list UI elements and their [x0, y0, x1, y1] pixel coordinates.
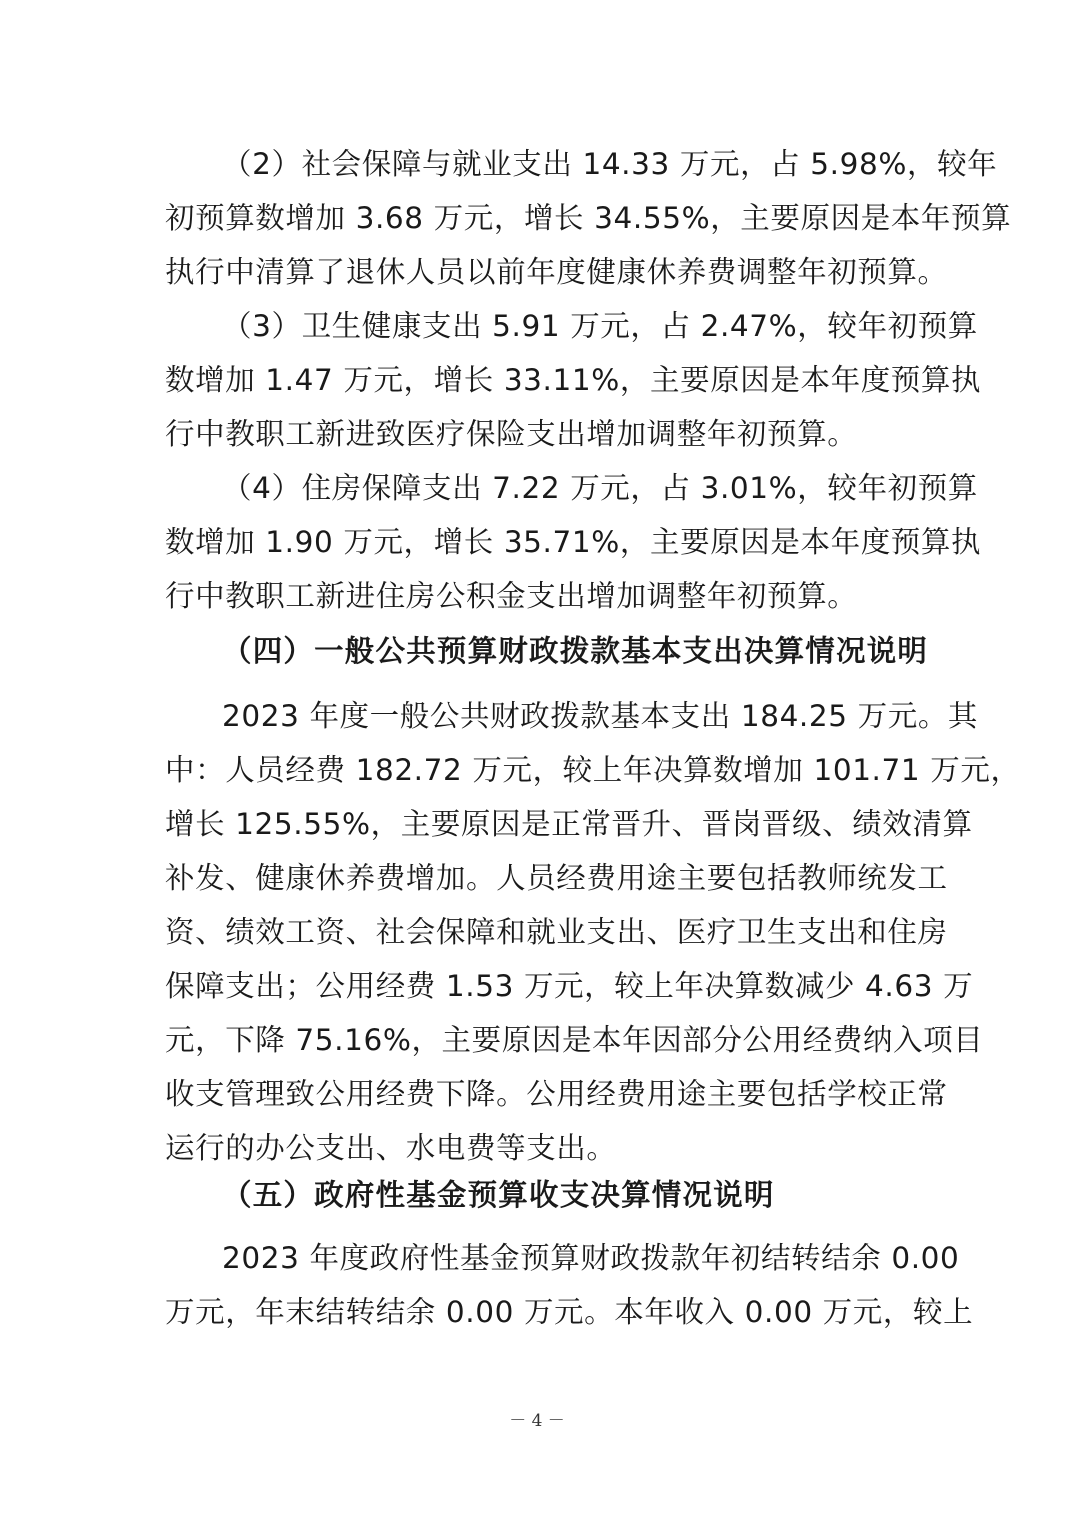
paragraph-line: 运行的办公支出、水电费等支出。: [165, 1131, 617, 1165]
section-heading: （五）政府性基金预算收支决算情况说明: [222, 1178, 775, 1212]
page-number: － 4 －: [509, 1411, 565, 1431]
paragraph-line: 中：人员经费 182.72 万元，较上年决算数增加 101.71 万元，: [165, 753, 1021, 787]
paragraph-line: 数增加 1.47 万元，增长 33.11%，主要原因是本年度预算执: [165, 363, 982, 397]
paragraph-line: （4）住房保障支出 7.22 万元，占 3.01%，较年初预算: [222, 471, 978, 505]
paragraph-line: （3）卫生健康支出 5.91 万元，占 2.47%，较年初预算: [222, 309, 978, 343]
section-heading: （四）一般公共预算财政拨款基本支出决算情况说明: [222, 634, 929, 668]
paragraph-line: 数增加 1.90 万元，增长 35.71%，主要原因是本年度预算执: [165, 525, 982, 559]
paragraph-line: 保障支出；公用经费 1.53 万元，较上年决算数减少 4.63 万: [165, 969, 974, 1003]
paragraph-line: 行中教职工新进住房公积金支出增加调整年初预算。: [165, 579, 858, 613]
paragraph-line: 初预算数增加 3.68 万元，增长 34.55%，主要原因是本年预算: [165, 201, 1012, 235]
paragraph-line: （2）社会保障与就业支出 14.33 万元，占 5.98%，较年: [222, 147, 998, 181]
paragraph-line: 万元，年末结转结余 0.00 万元。本年收入 0.00 万元，较上: [165, 1295, 974, 1329]
paragraph-line: 补发、健康休养费增加。人员经费用途主要包括教师统发工: [165, 861, 948, 895]
paragraph-line: 执行中清算了退休人员以前年度健康休养费调整年初预算。: [165, 255, 948, 289]
paragraph-line: 元，下降 75.16%，主要原因是本年因部分公用经费纳入项目: [165, 1023, 984, 1057]
paragraph-line: 增长 125.55%，主要原因是正常晋升、晋岗晋级、绩效清算: [165, 807, 973, 841]
paragraph-line: 2023 年度政府性基金预算财政拨款年初结转结余 0.00: [222, 1241, 960, 1275]
paragraph-line: 行中教职工新进致医疗保险支出增加调整年初预算。: [165, 417, 858, 451]
paragraph-line: 2023 年度一般公共财政拨款基本支出 184.25 万元。其: [222, 699, 979, 733]
paragraph-line: 资、绩效工资、社会保障和就业支出、医疗卫生支出和住房: [165, 915, 948, 949]
paragraph-line: 收支管理致公用经费下降。公用经费用途主要包括学校正常: [165, 1077, 948, 1111]
